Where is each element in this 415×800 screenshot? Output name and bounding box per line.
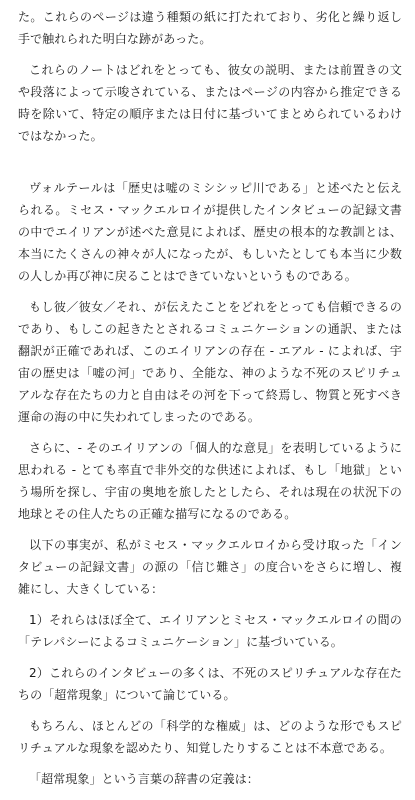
paragraph-7: もちろん、ほとんどの「科学的な権威」は、どのような形でもスピリチュアルな現象を認めたり、知覚したりすることは不本意である。	[18, 719, 402, 755]
paragraph-5: さらに、- そのエイリアンの「個人的な意見」を表明しているように思われる - とても率直で非外交的な供述によれば、もし「地獄」という場所を探し、宇宙の奥地を旅したとしたら、それは現在の状況下の地球とその住人たちの正確な描写になるのである。	[18, 441, 402, 521]
document-page	[18, 6, 402, 799]
paragraph-4: もし彼／彼女／それ、が伝えたことをどれをとっても信頼できるのであり、もしこの起きたとされるコミュニケーションの通訳、または翻訳が正確であれば、このエイリアンの存在 - エアル - によれば、宇宙の歴史は「嘘の河」であり、全能な、神のような不死のスピリチュアルな存在たちの力と自由はその河を下って終焉し、物質と死すべき運命の海の中に失われてしまったのである。	[18, 300, 402, 424]
list-item-1: 1）それらはほぼ全て、エイリアンとミセス・マックエルロイの間の「テレパシーによるコミュニケーション」に基づいている。	[18, 613, 402, 649]
list-item-2: 2）これらのインタビューの多くは、不死のスピリチュアルな存在たちの「超常現象」について論じている。	[18, 666, 402, 702]
paragraph-3: ヴォルテールは「歴史は嘘のミシシッピ川である」と述べたと伝えられる。ミセス・マックエルロイが提供したインタビューの記録文書の中でエイリアンが述べた意見によれば、歴史の根本的な教訓とは、本当にたくさんの神々が人になったが、もしいたとしても本当に少数の人しか再び神に戻ることはできていないというものである。	[18, 181, 402, 283]
paragraph-6: 以下の事実が、私がミセス・マックエルロイから受け取った「インタビューの記録文書」の源の「信じ難さ」の度合いをさらに増し、複雑にし、大きくしている：	[18, 538, 402, 596]
section-gap	[18, 156, 402, 177]
paragraph-1: た。これらのページは違う種類の紙に打たれており、劣化と繰り返し手で触れられた明白な跡があった。	[18, 10, 402, 46]
paragraph-8: 「超常現象」という言葉の辞書の定義は：	[29, 772, 259, 786]
paragraph-2: これらのノートはどれをとっても、彼女の説明、または前置きの文や段落によって示唆されている、またはページの内容から推定できる時を除いて、特定の順序または日付に基づいてまとめられているわけではなかった。	[18, 63, 402, 143]
